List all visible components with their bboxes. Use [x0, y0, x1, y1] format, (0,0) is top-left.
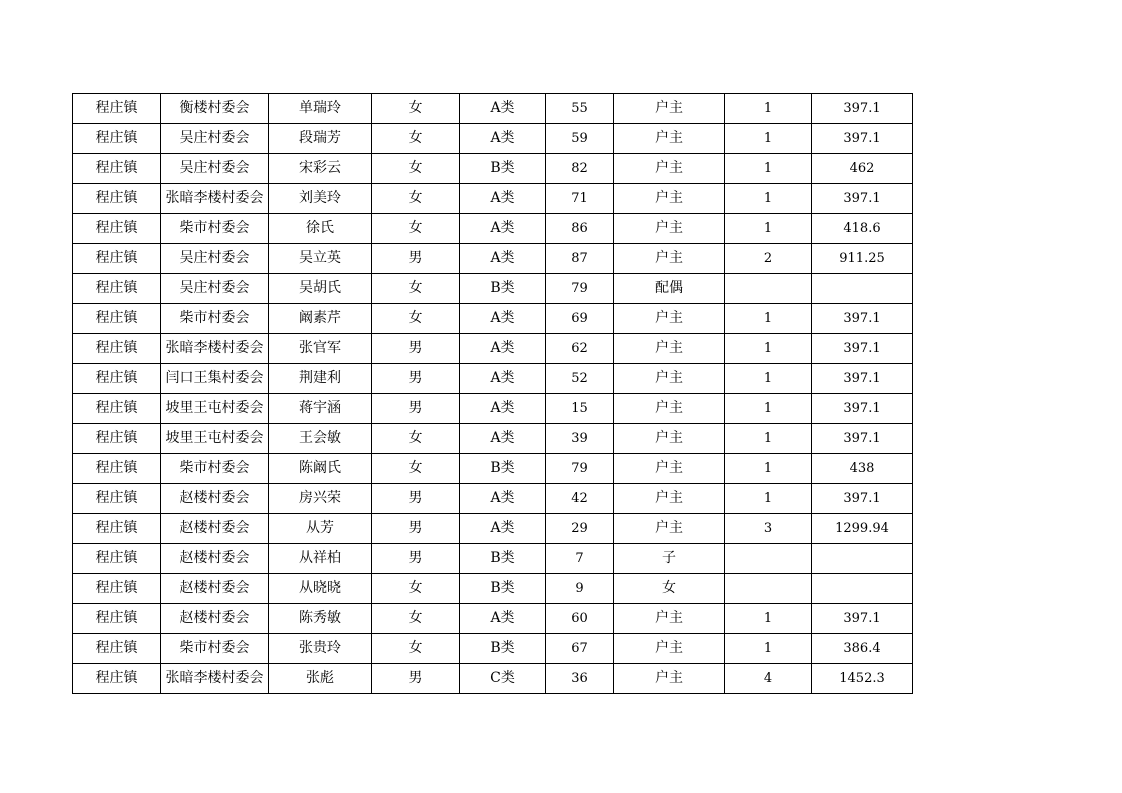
relief-recipients-table: [72, 93, 913, 694]
age-cell: 42: [546, 484, 614, 514]
name-cell: 张官军: [269, 334, 372, 364]
amount-cell: [812, 274, 913, 304]
amount-cell: 397.1: [812, 604, 913, 634]
gender-cell: 女: [372, 304, 460, 334]
category-cell: A类: [460, 214, 546, 244]
category-cell: B类: [460, 454, 546, 484]
category-cell: A类: [460, 244, 546, 274]
name-cell: 蒋宇涵: [269, 394, 372, 424]
village-cell: 张暗李楼村委会: [161, 334, 269, 364]
township-cell: 程庄镇: [73, 454, 161, 484]
amount-cell: 1299.94: [812, 514, 913, 544]
relation-cell: 户主: [614, 244, 725, 274]
age-cell: 9: [546, 574, 614, 604]
relation-cell: 户主: [614, 394, 725, 424]
name-cell: 宋彩云: [269, 154, 372, 184]
village-cell: 吴庄村委会: [161, 244, 269, 274]
village-cell: 张暗李楼村委会: [161, 184, 269, 214]
township-cell: 程庄镇: [73, 484, 161, 514]
township-cell: 程庄镇: [73, 604, 161, 634]
name-cell: 张贵玲: [269, 634, 372, 664]
gender-cell: 女: [372, 424, 460, 454]
household-size-cell: 1: [725, 94, 812, 124]
relation-cell: 户主: [614, 214, 725, 244]
village-cell: 柴市村委会: [161, 304, 269, 334]
name-cell: 从芳: [269, 514, 372, 544]
age-cell: 39: [546, 424, 614, 454]
name-cell: 陈秀敏: [269, 604, 372, 634]
amount-cell: 397.1: [812, 124, 913, 154]
amount-cell: 438: [812, 454, 913, 484]
gender-cell: 女: [372, 214, 460, 244]
relation-cell: 户主: [614, 154, 725, 184]
household-size-cell: 1: [725, 424, 812, 454]
amount-cell: 397.1: [812, 184, 913, 214]
village-cell: 吴庄村委会: [161, 154, 269, 184]
category-cell: B类: [460, 544, 546, 574]
name-cell: 房兴荣: [269, 484, 372, 514]
category-cell: A类: [460, 334, 546, 364]
relation-cell: 户主: [614, 664, 725, 694]
household-size-cell: 1: [725, 604, 812, 634]
category-cell: A类: [460, 124, 546, 154]
name-cell: 吴立英: [269, 244, 372, 274]
village-cell: 吴庄村委会: [161, 274, 269, 304]
household-size-cell: 2: [725, 244, 812, 274]
table-row: [73, 664, 913, 694]
gender-cell: 女: [372, 454, 460, 484]
relation-cell: 户主: [614, 124, 725, 154]
table-body: [73, 94, 913, 694]
village-cell: 闫口王集村委会: [161, 364, 269, 394]
relation-cell: 配偶: [614, 274, 725, 304]
household-size-cell: 3: [725, 514, 812, 544]
age-cell: 86: [546, 214, 614, 244]
table-row: [73, 214, 913, 244]
category-cell: B类: [460, 574, 546, 604]
relation-cell: 户主: [614, 484, 725, 514]
age-cell: 59: [546, 124, 614, 154]
table-row: [73, 334, 913, 364]
township-cell: 程庄镇: [73, 574, 161, 604]
amount-cell: 911.25: [812, 244, 913, 274]
gender-cell: 女: [372, 94, 460, 124]
amount-cell: 397.1: [812, 94, 913, 124]
age-cell: 79: [546, 274, 614, 304]
household-size-cell: 1: [725, 634, 812, 664]
household-size-cell: 1: [725, 124, 812, 154]
household-size-cell: 1: [725, 334, 812, 364]
village-cell: 衡楼村委会: [161, 94, 269, 124]
gender-cell: 女: [372, 184, 460, 214]
table-row: [73, 484, 913, 514]
table-row: [73, 544, 913, 574]
table-row: [73, 244, 913, 274]
category-cell: A类: [460, 364, 546, 394]
gender-cell: 男: [372, 364, 460, 394]
relation-cell: 户主: [614, 94, 725, 124]
township-cell: 程庄镇: [73, 394, 161, 424]
household-size-cell: [725, 574, 812, 604]
age-cell: 79: [546, 454, 614, 484]
township-cell: 程庄镇: [73, 244, 161, 274]
name-cell: 吴胡氏: [269, 274, 372, 304]
category-cell: A类: [460, 604, 546, 634]
category-cell: A类: [460, 394, 546, 424]
category-cell: A类: [460, 514, 546, 544]
township-cell: 程庄镇: [73, 214, 161, 244]
gender-cell: 男: [372, 244, 460, 274]
age-cell: 71: [546, 184, 614, 214]
village-cell: 赵楼村委会: [161, 574, 269, 604]
household-size-cell: 1: [725, 184, 812, 214]
age-cell: 82: [546, 154, 614, 184]
household-size-cell: 1: [725, 484, 812, 514]
name-cell: 段瑞芳: [269, 124, 372, 154]
age-cell: 52: [546, 364, 614, 394]
relation-cell: 户主: [614, 454, 725, 484]
age-cell: 62: [546, 334, 614, 364]
table-row: [73, 124, 913, 154]
township-cell: 程庄镇: [73, 544, 161, 574]
category-cell: C类: [460, 664, 546, 694]
table-row: [73, 514, 913, 544]
village-cell: 赵楼村委会: [161, 604, 269, 634]
relation-cell: 户主: [614, 334, 725, 364]
age-cell: 60: [546, 604, 614, 634]
table-row: [73, 274, 913, 304]
township-cell: 程庄镇: [73, 634, 161, 664]
table-row: [73, 634, 913, 664]
household-size-cell: [725, 274, 812, 304]
relation-cell: 户主: [614, 184, 725, 214]
amount-cell: [812, 574, 913, 604]
relation-cell: 户主: [614, 634, 725, 664]
household-size-cell: 1: [725, 454, 812, 484]
age-cell: 36: [546, 664, 614, 694]
township-cell: 程庄镇: [73, 154, 161, 184]
village-cell: 赵楼村委会: [161, 544, 269, 574]
gender-cell: 女: [372, 604, 460, 634]
name-cell: 单瑞玲: [269, 94, 372, 124]
township-cell: 程庄镇: [73, 664, 161, 694]
relation-cell: 户主: [614, 424, 725, 454]
relation-cell: 户主: [614, 604, 725, 634]
household-size-cell: 1: [725, 304, 812, 334]
table-row: [73, 364, 913, 394]
category-cell: B类: [460, 274, 546, 304]
relation-cell: 户主: [614, 514, 725, 544]
village-cell: 赵楼村委会: [161, 484, 269, 514]
gender-cell: 男: [372, 484, 460, 514]
village-cell: 坡里王屯村委会: [161, 394, 269, 424]
name-cell: 张彪: [269, 664, 372, 694]
household-size-cell: 4: [725, 664, 812, 694]
name-cell: 王会敏: [269, 424, 372, 454]
name-cell: 刘美玲: [269, 184, 372, 214]
township-cell: 程庄镇: [73, 364, 161, 394]
amount-cell: 397.1: [812, 484, 913, 514]
village-cell: 吴庄村委会: [161, 124, 269, 154]
household-size-cell: 1: [725, 214, 812, 244]
table-row: [73, 424, 913, 454]
amount-cell: 397.1: [812, 424, 913, 454]
household-size-cell: 1: [725, 394, 812, 424]
township-cell: 程庄镇: [73, 184, 161, 214]
age-cell: 55: [546, 94, 614, 124]
gender-cell: 女: [372, 634, 460, 664]
age-cell: 29: [546, 514, 614, 544]
name-cell: 陈阚氏: [269, 454, 372, 484]
name-cell: 徐氏: [269, 214, 372, 244]
gender-cell: 女: [372, 154, 460, 184]
table-row: [73, 604, 913, 634]
village-cell: 赵楼村委会: [161, 514, 269, 544]
category-cell: B类: [460, 634, 546, 664]
gender-cell: 男: [372, 514, 460, 544]
category-cell: B类: [460, 154, 546, 184]
category-cell: A类: [460, 94, 546, 124]
township-cell: 程庄镇: [73, 304, 161, 334]
gender-cell: 男: [372, 544, 460, 574]
age-cell: 87: [546, 244, 614, 274]
village-cell: 坡里王屯村委会: [161, 424, 269, 454]
relation-cell: 户主: [614, 304, 725, 334]
amount-cell: 386.4: [812, 634, 913, 664]
township-cell: 程庄镇: [73, 424, 161, 454]
gender-cell: 男: [372, 394, 460, 424]
category-cell: A类: [460, 424, 546, 454]
category-cell: A类: [460, 484, 546, 514]
township-cell: 程庄镇: [73, 274, 161, 304]
household-size-cell: [725, 544, 812, 574]
township-cell: 程庄镇: [73, 334, 161, 364]
township-cell: 程庄镇: [73, 514, 161, 544]
category-cell: A类: [460, 184, 546, 214]
table-row: [73, 574, 913, 604]
gender-cell: 女: [372, 574, 460, 604]
age-cell: 69: [546, 304, 614, 334]
amount-cell: 462: [812, 154, 913, 184]
category-cell: A类: [460, 304, 546, 334]
village-cell: 柴市村委会: [161, 454, 269, 484]
amount-cell: 397.1: [812, 334, 913, 364]
age-cell: 67: [546, 634, 614, 664]
amount-cell: 397.1: [812, 364, 913, 394]
age-cell: 15: [546, 394, 614, 424]
gender-cell: 男: [372, 664, 460, 694]
amount-cell: [812, 544, 913, 574]
amount-cell: 397.1: [812, 304, 913, 334]
relation-cell: 户主: [614, 364, 725, 394]
name-cell: 荆建利: [269, 364, 372, 394]
township-cell: 程庄镇: [73, 124, 161, 154]
village-cell: 柴市村委会: [161, 214, 269, 244]
household-size-cell: 1: [725, 154, 812, 184]
table-row: [73, 454, 913, 484]
amount-cell: 1452.3: [812, 664, 913, 694]
household-size-cell: 1: [725, 364, 812, 394]
table-row: [73, 304, 913, 334]
village-cell: 张暗李楼村委会: [161, 664, 269, 694]
table-row: [73, 154, 913, 184]
name-cell: 阚素芹: [269, 304, 372, 334]
gender-cell: 男: [372, 334, 460, 364]
table-row: [73, 94, 913, 124]
gender-cell: 女: [372, 274, 460, 304]
amount-cell: 418.6: [812, 214, 913, 244]
gender-cell: 女: [372, 124, 460, 154]
table-row: [73, 394, 913, 424]
name-cell: 从祥柏: [269, 544, 372, 574]
table-row: [73, 184, 913, 214]
relation-cell: 女: [614, 574, 725, 604]
village-cell: 柴市村委会: [161, 634, 269, 664]
name-cell: 从晓晓: [269, 574, 372, 604]
township-cell: 程庄镇: [73, 94, 161, 124]
age-cell: 7: [546, 544, 614, 574]
amount-cell: 397.1: [812, 394, 913, 424]
relation-cell: 子: [614, 544, 725, 574]
